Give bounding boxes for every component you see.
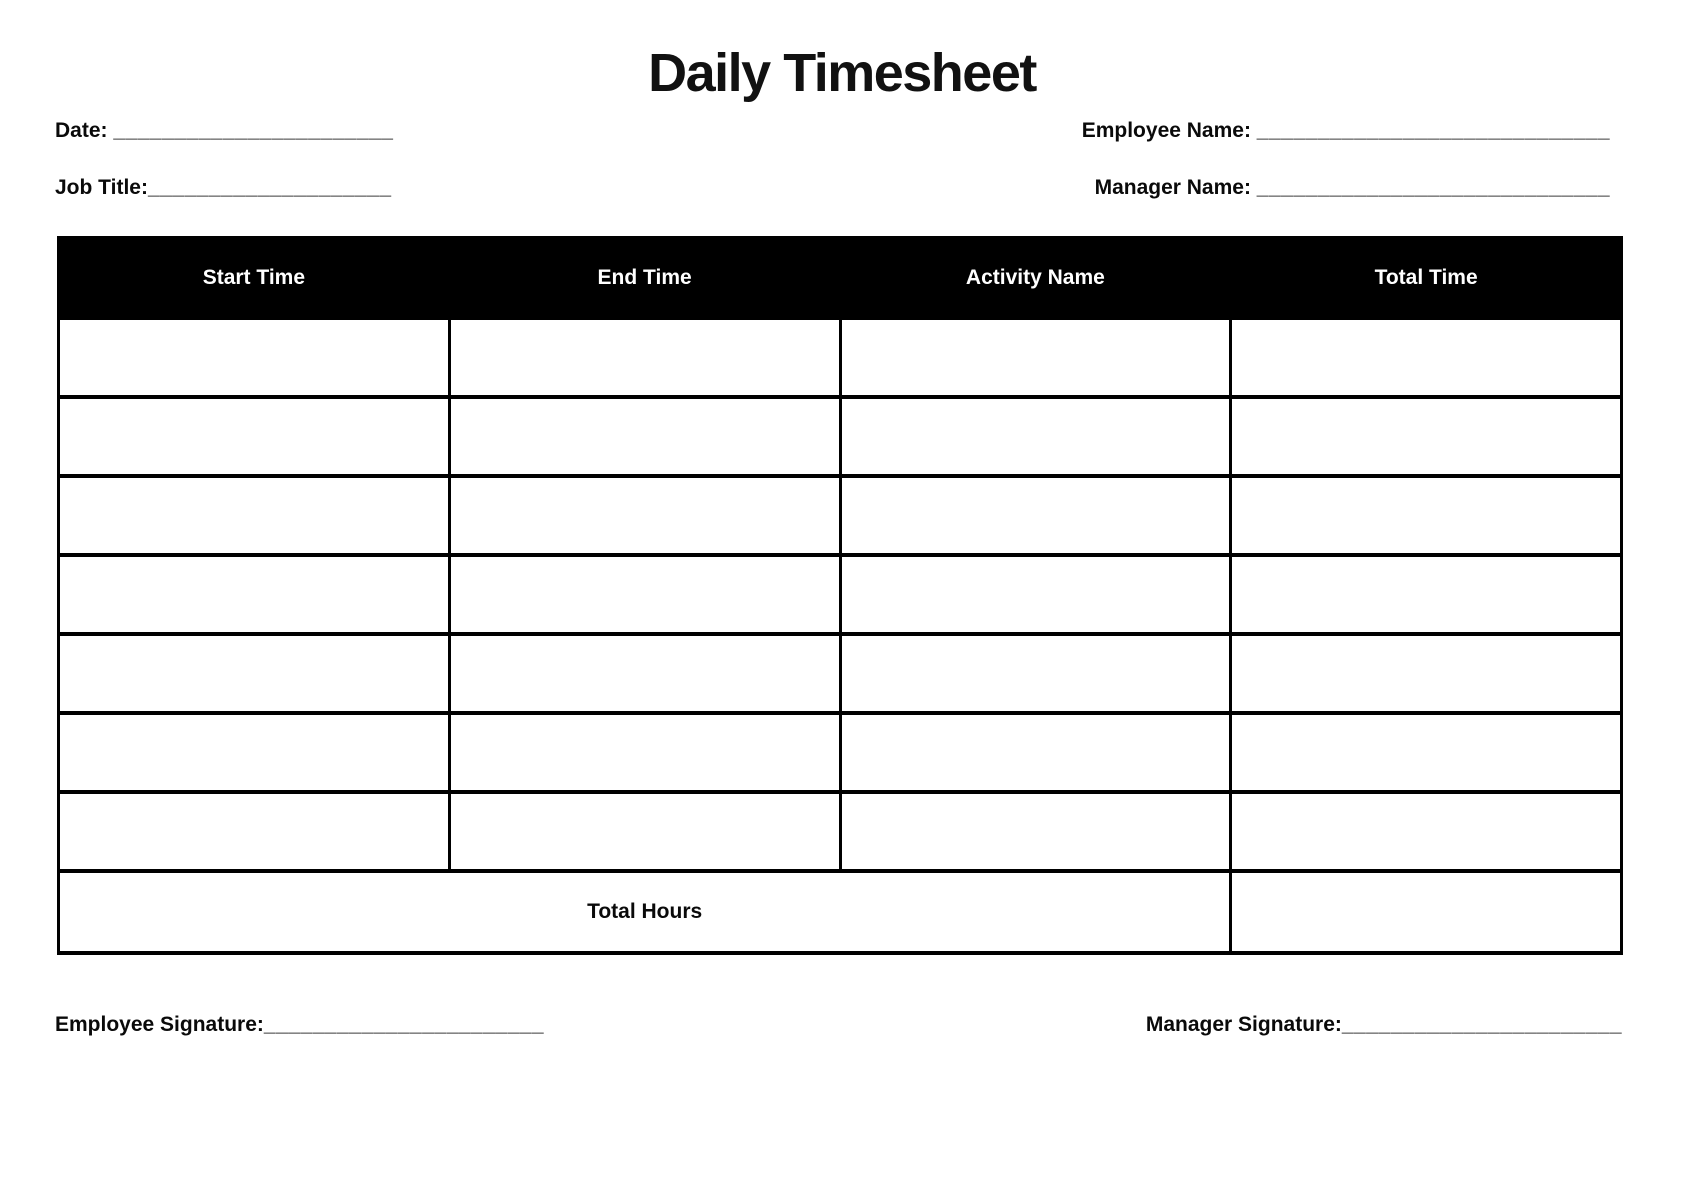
cell-total-time[interactable]	[1231, 555, 1622, 634]
date-label: Date:	[55, 119, 114, 142]
table-row	[59, 634, 1622, 713]
table-row	[59, 476, 1622, 555]
table-row	[59, 792, 1622, 871]
cell-end-time[interactable]	[449, 713, 840, 792]
page-title: Daily Timesheet	[648, 43, 1036, 103]
total-hours-label: Total Hours	[59, 871, 1231, 953]
cell-activity-name[interactable]	[840, 397, 1231, 476]
job-title-blank-line[interactable]: ____________________	[147, 176, 392, 200]
job-title-label: Job Title:	[55, 176, 148, 200]
table-row	[59, 555, 1622, 634]
manager-name-label: Manager Name:	[1094, 176, 1257, 200]
cell-end-time[interactable]	[449, 555, 840, 634]
cell-end-time[interactable]	[449, 476, 840, 555]
cell-activity-name[interactable]	[840, 792, 1231, 871]
col-header-total-time: Total Time	[1231, 238, 1622, 318]
table-header-row	[59, 238, 1622, 318]
cell-end-time[interactable]	[449, 397, 840, 476]
cell-start-time[interactable]	[59, 318, 450, 397]
date-blank-line[interactable]: _______________________	[113, 119, 394, 142]
field-manager-name	[1095, 175, 1610, 200]
total-hours-value-cell[interactable]	[1231, 871, 1622, 953]
employee-signature-blank-line[interactable]: _______________________	[263, 1012, 545, 1036]
cell-activity-name[interactable]	[840, 634, 1231, 713]
cell-end-time[interactable]	[449, 792, 840, 871]
cell-start-time[interactable]	[59, 792, 450, 871]
cell-start-time[interactable]	[59, 713, 450, 792]
manager-name-blank-line[interactable]: _____________________________	[1256, 176, 1610, 200]
cell-start-time[interactable]	[59, 634, 450, 713]
cell-total-time[interactable]	[1231, 476, 1622, 555]
table-row	[59, 397, 1622, 476]
table-row	[59, 713, 1622, 792]
cell-activity-name[interactable]	[840, 713, 1231, 792]
cell-total-time[interactable]	[1231, 318, 1622, 397]
field-job-title	[55, 175, 392, 200]
field-manager-signature	[1146, 1013, 1622, 1037]
cell-end-time[interactable]	[449, 318, 840, 397]
cell-activity-name[interactable]	[840, 318, 1231, 397]
employee-signature-label: Employee Signature:	[55, 1012, 264, 1036]
cell-total-time[interactable]	[1231, 397, 1622, 476]
signature-row	[0, 1013, 1684, 1037]
col-header-activity-name: Activity Name	[840, 238, 1231, 318]
cell-start-time[interactable]	[59, 476, 450, 555]
total-hours-row	[59, 871, 1622, 953]
cell-activity-name[interactable]	[840, 476, 1231, 555]
employee-name-blank-line[interactable]: _____________________________	[1256, 119, 1610, 142]
field-employee-signature	[55, 1013, 544, 1037]
col-header-end-time: End Time	[449, 238, 840, 318]
field-employee-name	[1082, 118, 1610, 143]
manager-signature-label: Manager Signature:	[1145, 1012, 1342, 1036]
cell-activity-name[interactable]	[840, 555, 1231, 634]
meta-row-1	[0, 118, 1684, 143]
meta-row-2	[0, 175, 1684, 200]
employee-name-label: Employee Name:	[1081, 119, 1257, 142]
cell-total-time[interactable]	[1231, 713, 1622, 792]
manager-signature-blank-line[interactable]: _______________________	[1341, 1012, 1622, 1036]
cell-start-time[interactable]	[59, 397, 450, 476]
cell-total-time[interactable]	[1231, 634, 1622, 713]
col-header-start-time: Start Time	[59, 238, 450, 318]
cell-total-time[interactable]	[1231, 792, 1622, 871]
cell-end-time[interactable]	[449, 634, 840, 713]
field-date	[55, 118, 393, 143]
timesheet-table	[57, 236, 1623, 955]
table-row	[59, 318, 1622, 397]
cell-start-time[interactable]	[59, 555, 450, 634]
